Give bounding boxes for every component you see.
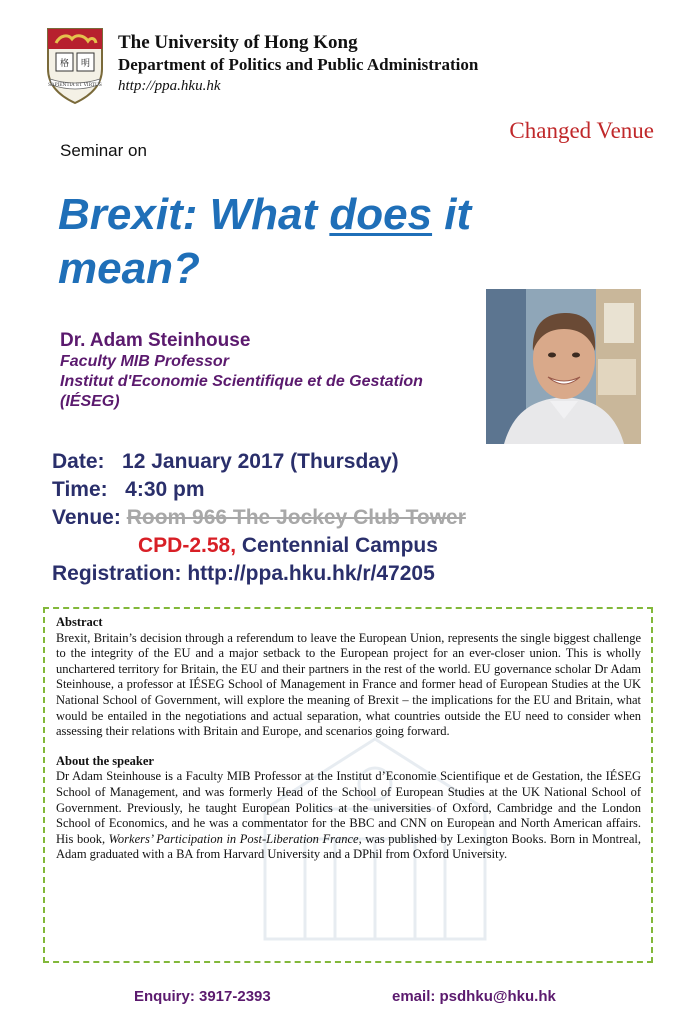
about-speaker-heading: About the speaker <box>56 753 154 768</box>
venue-row <box>52 504 466 532</box>
date-value: 12 January 2017 (Thursday) <box>122 450 399 473</box>
hku-crest-logo <box>42 25 108 105</box>
svg-text:SAPIENTIA ET VIRTUS: SAPIENTIA ET VIRTUS <box>48 83 102 88</box>
title-part-2: it mean? <box>58 190 472 293</box>
title-underlined-word: does <box>329 190 433 239</box>
abstract-content <box>56 615 641 863</box>
changed-venue-notice: Changed Venue <box>509 118 654 143</box>
date-row <box>52 448 466 476</box>
venue-new-campus: Centennial Campus <box>241 534 438 557</box>
enquiry-phone: Enquiry: 3917-2393 <box>134 988 271 1005</box>
seminar-label: Seminar on <box>60 141 147 160</box>
university-name: The University of Hong Kong <box>118 32 358 53</box>
svg-text:明: 明 <box>80 59 91 69</box>
abstract-heading: Abstract <box>56 615 103 629</box>
speaker-photo <box>486 289 641 444</box>
date-label: Date: <box>52 450 105 473</box>
department-url[interactable]: http://ppa.hku.hk <box>118 78 221 94</box>
speaker-name: Dr. Adam Steinhouse <box>60 330 251 351</box>
speaker-info <box>60 330 423 412</box>
title-part-1: Brexit: What <box>58 190 330 239</box>
registration-row <box>52 560 466 588</box>
venue-label: Venue: <box>52 506 121 529</box>
about-text-after: , was published by Lexington Books. Born in Montreal, Adam graduated with a BA from Harvard University and a DPhil from Oxford University. <box>56 831 641 862</box>
time-row <box>52 476 466 504</box>
about-speaker-text <box>56 769 641 863</box>
event-details <box>52 448 466 588</box>
registration-link[interactable]: http://ppa.hku.hk/r/47205 <box>187 562 435 585</box>
venue-new-row <box>52 532 466 560</box>
book-title: Workers’ Participation in Post-Liberation France <box>108 831 359 846</box>
about-text-before: Dr Adam Steinhouse is a Faculty MIB Professor at the Institut d’Economie Scientifique et de Gestation, the IÉSEG School of Management, and was formerly Head of the School of European Studies at the UK National School of Government. Previously, he taught European Politics at the universities of Oxford, Cambridge and the London School of Economics, and he was a commentator for the BBC and CNN on European and North American affairs. His book, <box>56 769 641 846</box>
speaker-institution-abbreviation: (IÉSEG) <box>60 393 120 410</box>
department-name: Department of Politics and Public Administration <box>118 55 479 74</box>
time-label: Time: <box>52 478 108 501</box>
svg-text:格: 格 <box>59 59 70 69</box>
speaker-position: Faculty MIB Professor <box>60 353 229 370</box>
enquiry-email[interactable]: email: psdhku@hku.hk <box>392 988 556 1005</box>
seminar-title <box>58 188 558 296</box>
time-value: 4:30 pm <box>125 478 205 501</box>
speaker-institution: Institut d'Economie Scientifique et de Gestation <box>60 373 423 390</box>
abstract-text: Brexit, Britain’s decision through a referendum to leave the European Union, represents the single biggest challenge to the integrity of the EU and a major setback to the European project for an ever-closer union. This is wholly unchartered territory for Britain, the EU and their partners in the rest of the world. EU governance scholar Dr Adam Steinhouse, a professor at IÉSEG School of Management in France and former head of European Studies at the UK National School of Government, will explore the meaning of Brexit – the implications for the EU and Britain, what would be entailed in the negotiations and actual separation, what countries outside the EU need to consider when assessing their relations with Britain and Europe, and scenarios going forward. <box>56 630 641 739</box>
registration-label: Registration: <box>52 562 182 585</box>
header <box>118 32 478 96</box>
venue-old-location: Room 966 The Jockey Club Tower <box>126 506 466 529</box>
abstract-box <box>43 607 653 963</box>
venue-new-room: CPD-2.58, <box>138 534 237 557</box>
